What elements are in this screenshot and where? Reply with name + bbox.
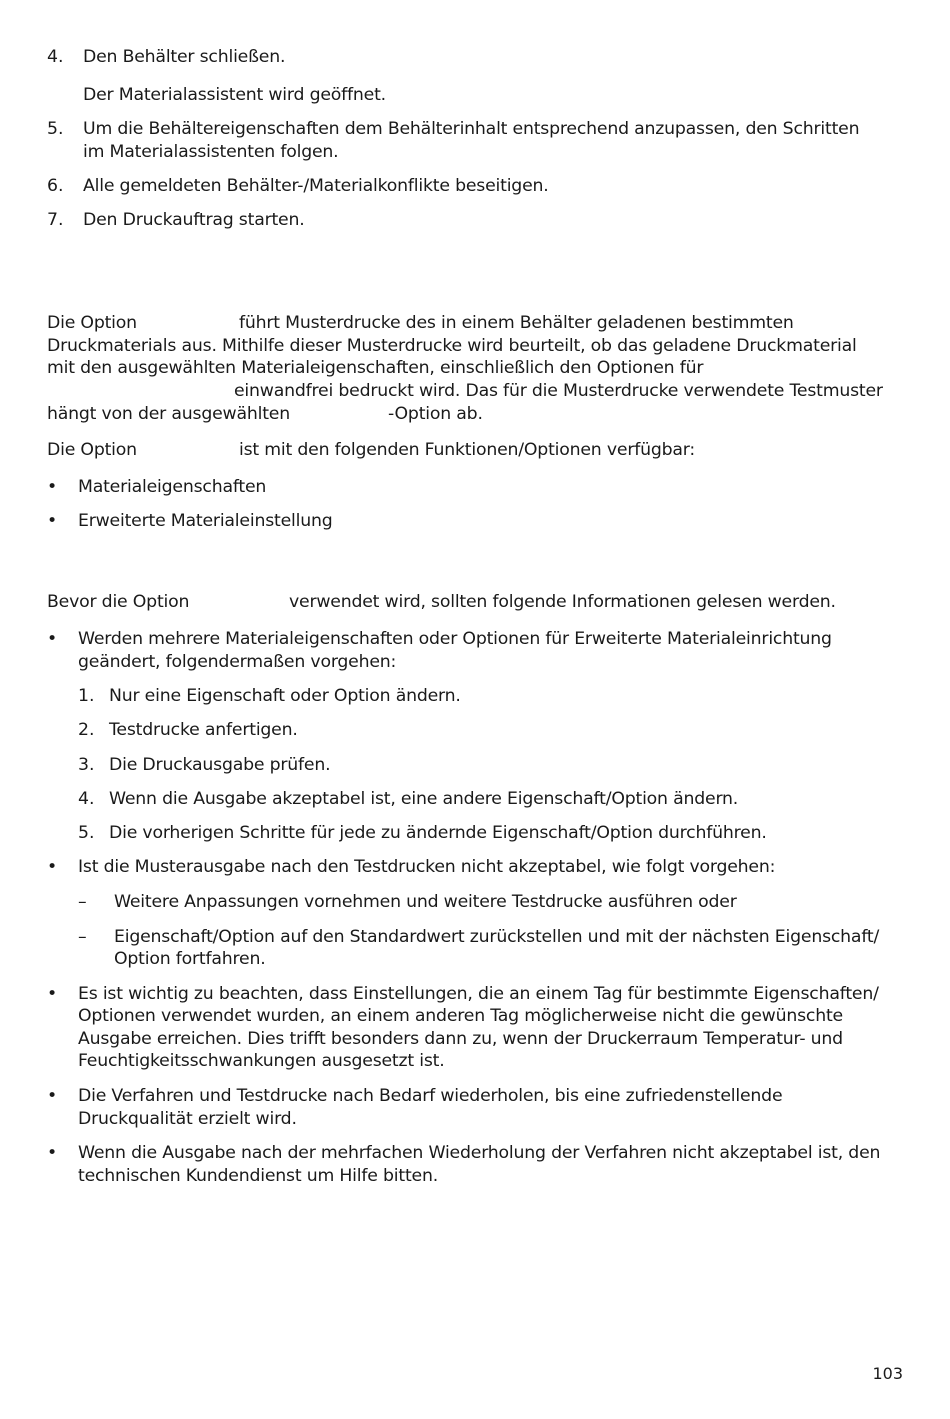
substep-number: 5. <box>78 823 95 843</box>
tip-text: Ausgabe erreichen. Dies trifft besonders dann zu, wenn der Druckerraum Temperatur- und <box>78 1029 843 1049</box>
tip-text: Wenn die Ausgabe nach der mehrfachen Wiederholung der Verfahren nicht akzeptabel ist, den <box>78 1143 881 1163</box>
page-number: 103 <box>872 1364 903 1383</box>
tip-text: Ist die Musterausgabe nach den Testdrucken nicht akzeptabel, wie folgt vorgehen: <box>78 857 776 877</box>
bullet: • <box>47 1143 58 1163</box>
substep-number: 3. <box>78 755 95 775</box>
availability-item: Materialeigenschaften <box>78 477 267 497</box>
tip-text: geändert, folgendermaßen vorgehen: <box>78 652 397 672</box>
availability-item: Erweiterte Materialeinstellung <box>78 511 333 531</box>
availability-text: ist mit den folgenden Funktionen/Optionen verfügbar: <box>239 440 696 460</box>
bullet: • <box>47 477 58 497</box>
substep-text: Testdrucke anfertigen. <box>109 720 298 740</box>
substep-number: 2. <box>78 720 95 740</box>
tip-text: Es ist wichtig zu beachten, dass Einstellungen, die an einem Tag für bestimmte Eigenschaften/ <box>78 984 879 1004</box>
intro-text: hängt von der ausgewählten <box>47 404 290 424</box>
bullet: • <box>47 629 58 649</box>
step-note: Der Materialassistent wird geöffnet. <box>83 85 386 105</box>
intro-text: einwandfrei bedruckt wird. Das für die Musterdrucke verwendete Testmuster <box>234 381 883 401</box>
bullet: • <box>47 511 58 531</box>
substep-text: Die Druckausgabe prüfen. <box>109 755 331 775</box>
intro-text: mit den ausgewählten Materialeigenschaften, einschließlich den Optionen für <box>47 358 704 378</box>
before-text: Bevor die Option <box>47 592 190 612</box>
intro-text: führt Musterdrucke des in einem Behälter geladenen bestimmten <box>239 313 794 333</box>
dash-marker: – <box>78 927 87 947</box>
step-number: 5. <box>47 119 64 139</box>
step-text: Um die Behältereigenschaften dem Behälterinhalt entsprechend anzupassen, den Schritten <box>83 119 860 139</box>
dash-text: Eigenschaft/Option auf den Standardwert zurückstellen und mit der nächsten Eigenschaft/ <box>114 927 880 947</box>
before-text: verwendet wird, sollten folgende Informationen gelesen werden. <box>289 592 836 612</box>
substep-number: 1. <box>78 686 95 706</box>
substep-text: Wenn die Ausgabe akzeptabel ist, eine andere Eigenschaft/Option ändern. <box>109 789 739 809</box>
dash-marker: – <box>78 892 87 912</box>
step-text: im Materialassistenten folgen. <box>83 142 339 162</box>
substep-text: Nur eine Eigenschaft oder Option ändern. <box>109 686 461 706</box>
tip-text: Feuchtigkeitsschwankungen ausgesetzt ist. <box>78 1051 445 1071</box>
step-text: Alle gemeldeten Behälter-/Materialkonflikte beseitigen. <box>83 176 549 196</box>
bullet: • <box>47 1086 58 1106</box>
step-number: 4. <box>47 47 64 67</box>
tip-text: Druckqualität erzielt wird. <box>78 1109 297 1129</box>
substep-number: 4. <box>78 789 95 809</box>
tip-text: Werden mehrere Materialeigenschaften oder Optionen für Erweiterte Materialeinrichtung <box>78 629 832 649</box>
intro-text: -Option ab. <box>388 404 483 424</box>
step-text: Den Behälter schließen. <box>83 47 286 67</box>
intro-text: Die Option <box>47 313 137 333</box>
bullet: • <box>47 984 58 1004</box>
dash-text: Option fortfahren. <box>114 949 266 969</box>
tip-text: Die Verfahren und Testdrucke nach Bedarf wiederholen, bis eine zufriedenstellende <box>78 1086 783 1106</box>
step-number: 7. <box>47 210 64 230</box>
tip-text: technischen Kundendienst um Hilfe bitten. <box>78 1166 438 1186</box>
intro-text: Druckmaterials aus. Mithilfe dieser Musterdrucke wird beurteilt, ob das geladene Druckmaterial <box>47 336 857 356</box>
step-number: 6. <box>47 176 64 196</box>
step-text: Den Druckauftrag starten. <box>83 210 305 230</box>
dash-text: Weitere Anpassungen vornehmen und weitere Testdrucke ausführen oder <box>114 892 737 912</box>
substep-text: Die vorherigen Schritte für jede zu ändernde Eigenschaft/Option durchführen. <box>109 823 767 843</box>
availability-text: Die Option <box>47 440 137 460</box>
bullet: • <box>47 857 58 877</box>
tip-text: Optionen verwendet wurden, an einem anderen Tag möglicherweise nicht die gewünschte <box>78 1006 843 1026</box>
